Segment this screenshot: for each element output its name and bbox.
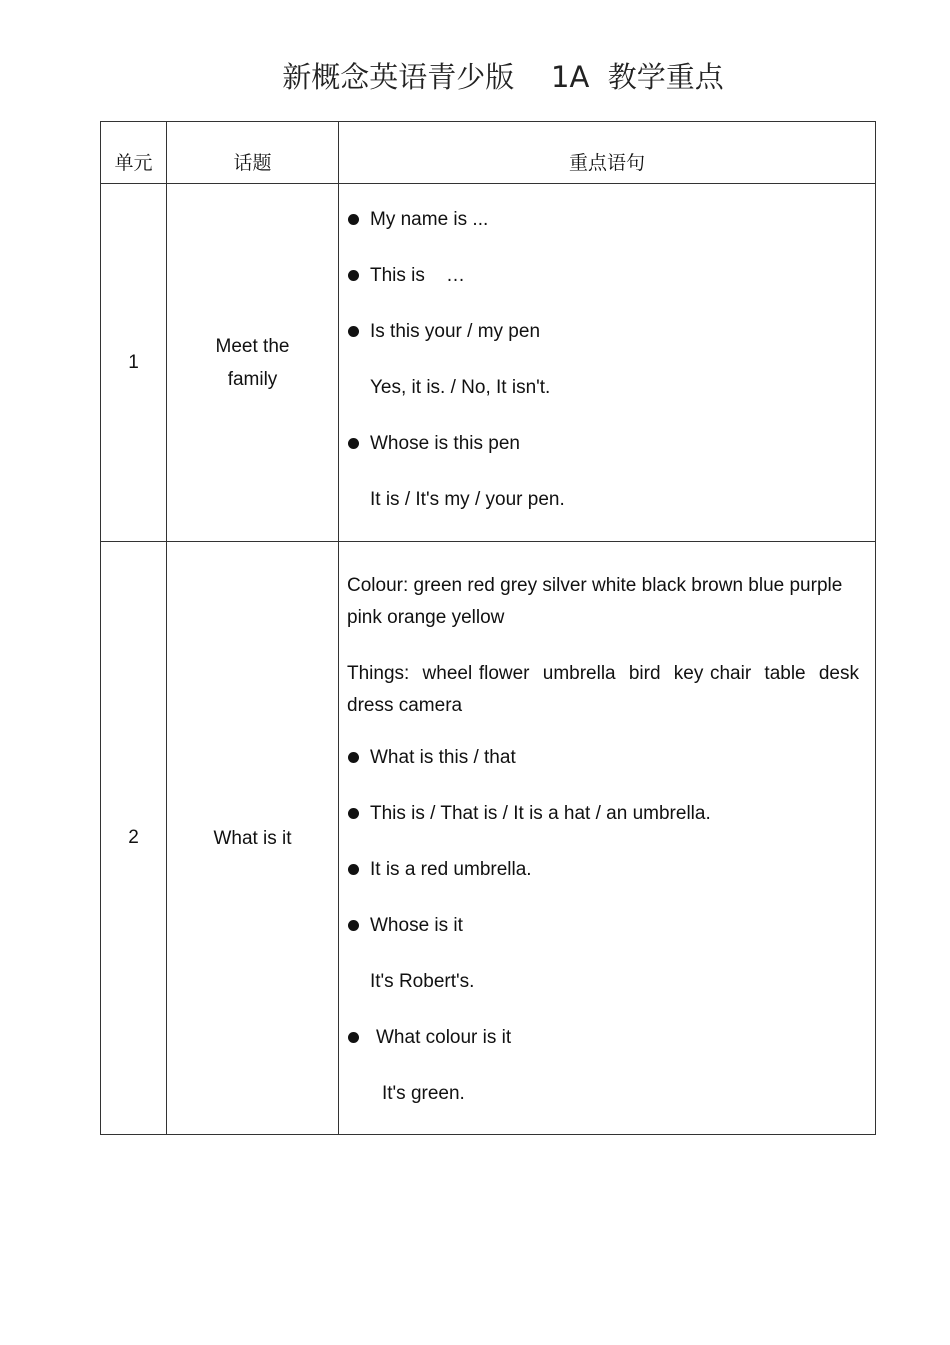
list-item [347, 264, 859, 320]
header-points: 重点语句 [339, 122, 876, 184]
bullet-icon [348, 920, 359, 931]
key-sentences-cell [339, 184, 876, 542]
list-item [347, 1082, 859, 1114]
list-item [347, 320, 859, 376]
bullet-icon [348, 1032, 359, 1043]
header-unit: 单元 [101, 122, 167, 184]
unit-number: 2 [101, 542, 167, 1135]
document-title: 新概念英语青少版 1A 教学重点 [282, 60, 724, 94]
sentence: What colour is it [376, 1027, 512, 1048]
sentence: Whose is this pen [370, 433, 520, 454]
sentence: My name is ... [370, 209, 489, 230]
sentence: It's green. [382, 1083, 465, 1104]
list-item [347, 1026, 859, 1082]
table-row [101, 542, 876, 1135]
bullet-icon [348, 438, 359, 449]
list-item [347, 858, 859, 914]
bullet-icon [348, 270, 359, 281]
bullet-icon [348, 752, 359, 763]
header-topic: 话题 [167, 122, 339, 184]
topic-cell [167, 184, 339, 542]
topic-line: Meet the [215, 335, 290, 357]
unit-number: 1 [101, 184, 167, 542]
things-vocabulary: Things: wheel flower umbrella bird key chair table desk dress camera [347, 663, 865, 716]
sentence: It is a red umbrella. [370, 859, 532, 880]
key-sentences-cell [339, 542, 876, 1135]
sentence: Yes, it is. / No, It isn't. [370, 377, 551, 398]
sentence: It's Robert's. [370, 971, 475, 992]
colour-vocabulary: Colour: green red grey silver white black brown blue purple pink orange yellow [347, 575, 843, 628]
list-item [347, 432, 859, 488]
list-item [347, 208, 859, 264]
topic-cell [167, 542, 339, 1135]
topic-line: What is it [213, 827, 292, 849]
list-item [347, 376, 859, 432]
bullet-icon [348, 864, 359, 875]
teaching-points-table [100, 121, 876, 1135]
list-item [347, 746, 859, 802]
sentence: Whose is it [370, 915, 463, 936]
sentence: This is / That is / It is a hat / an umbrella. [370, 803, 711, 824]
sentence: It is / It's my / your pen. [370, 489, 565, 510]
list-item [347, 970, 859, 1026]
bullet-icon [348, 214, 359, 225]
table-header-row [101, 122, 876, 184]
table-row [101, 184, 876, 542]
sentence: This is … [370, 265, 466, 286]
sentence: What is this / that [370, 747, 516, 768]
list-item [347, 802, 859, 858]
topic-line: family [227, 368, 278, 390]
bullet-icon [348, 808, 359, 819]
bullet-icon [348, 326, 359, 337]
list-item [347, 488, 859, 520]
list-item [347, 914, 859, 970]
sentence: Is this your / my pen [370, 321, 541, 342]
